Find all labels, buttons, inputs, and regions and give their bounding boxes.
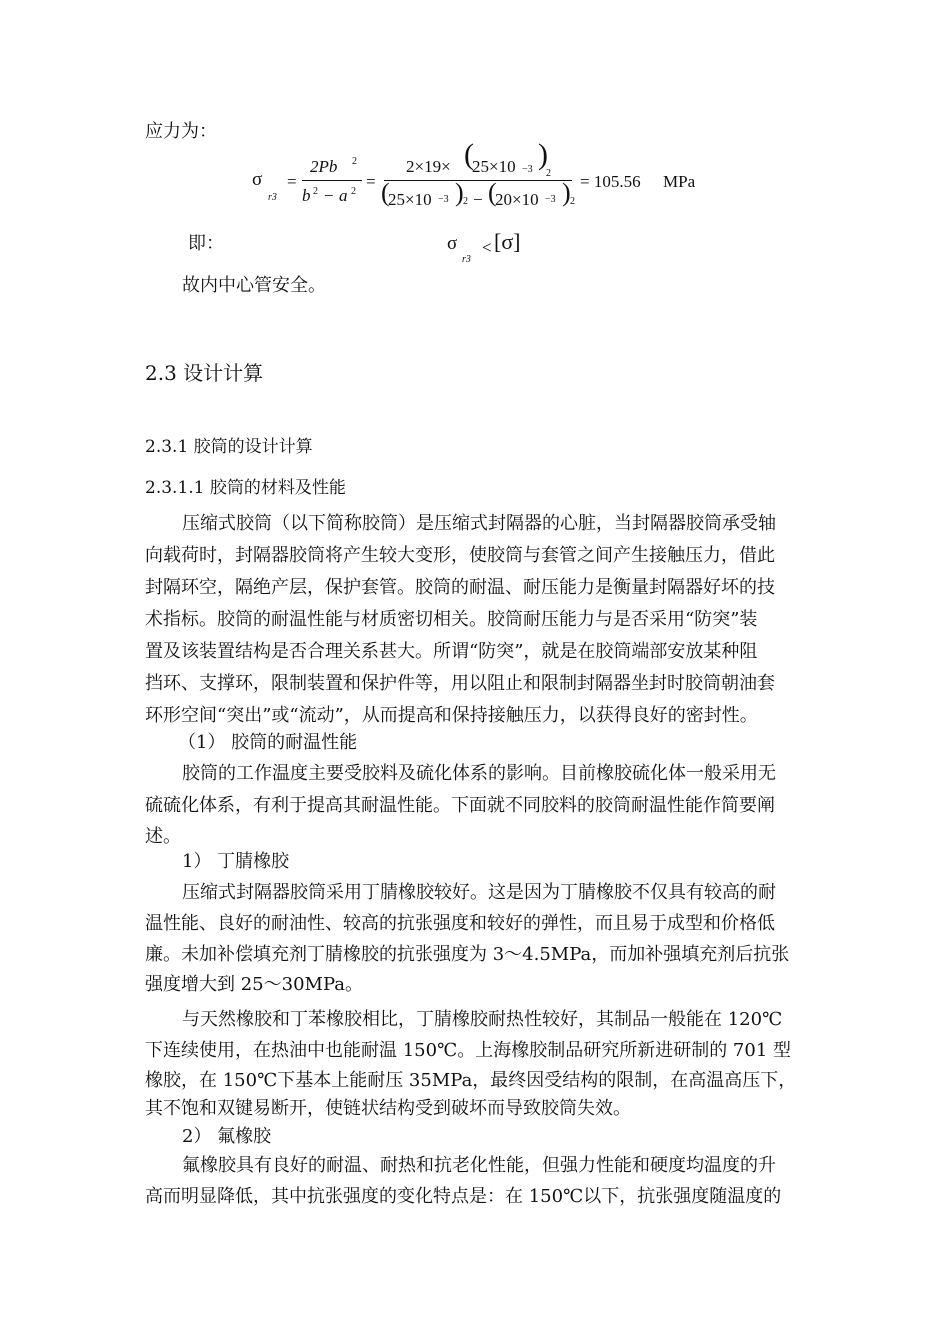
fraction1-den-a-exp: 2 — [351, 186, 356, 197]
formula-result: = 105.56 — [580, 172, 641, 191]
fraction1-bar — [302, 180, 362, 181]
para4-line: 下连续使用，在热油中也能耐温 150℃。上海橡胶制品研究所新进研制的 701 型 — [145, 1040, 792, 1061]
para5-line: 氟橡胶具有良好的耐温、耐热和抗老化性能，但强力性能和硬度均温度的升 — [182, 1155, 776, 1176]
subitem-1-title: 1） 丁腈橡胶 — [182, 851, 290, 872]
para2-line: 硫硫化体系，有利于提高其耐温性能。下面就不同胶料的胶筒耐温性能作简要阐 — [145, 795, 775, 816]
para3-line: 强度增大到 25～30MPa。 — [145, 974, 363, 995]
fraction2-num-paren: 25×10 — [472, 157, 516, 176]
fraction2-den-right-sq: 2 — [570, 196, 575, 207]
ineq-less-than: < — [482, 238, 492, 257]
para1-line: 环形空间“突出”或“流动”，从而提高和保持接触压力，以获得良好的密封性。 — [145, 705, 758, 726]
para5-line: 高而明显降低，其中抗张强度的变化特点是：在 150℃以下，抗张强度随温度的 — [145, 1186, 782, 1207]
open-paren-den-left: ( — [381, 178, 390, 207]
para2-line: 胶筒的工作温度主要受胶料及硫化体系的影响。目前橡胶硫化体一般采用无 — [182, 763, 776, 784]
ineq-subscript: r3 — [462, 254, 471, 265]
fraction1-num-exp: 2 — [352, 156, 357, 167]
fraction2-bar — [384, 180, 572, 181]
para2-line: 述。 — [145, 826, 181, 847]
para4-line: 与天然橡胶和丁苯橡胶相比，丁腈橡胶耐热性较好，其制品一般能在 120℃ — [182, 1009, 783, 1030]
para3-line: 温性能、良好的耐油性、较高的抗张强度和较好的弹性，而且易于成型和价格低 — [145, 913, 775, 934]
fraction2-den-right: 20×10 — [495, 190, 539, 209]
fraction2-den-left-sq: 2 — [463, 196, 468, 207]
equals-2: = — [366, 172, 376, 191]
fraction2-num-exp: −3 — [522, 164, 533, 175]
sigma-subscript: r3 — [268, 192, 277, 203]
ineq-sigma: σ — [447, 233, 458, 254]
close-paren-den-left: ) — [455, 178, 464, 207]
item-1-title: （1） 胶筒的耐温性能 — [178, 732, 358, 753]
fraction2-den-left-exp: −3 — [438, 194, 449, 205]
para1-line: 挡环、支撑环，限制装置和保护件等，用以阻止和限制封隔器坐封时胶筒朝油套 — [145, 673, 775, 694]
formula-unit: MPa — [663, 172, 696, 191]
close-paren-num: ) — [538, 138, 548, 171]
subitem-2-title: 2） 氟橡胶 — [182, 1126, 272, 1147]
open-paren-num: ( — [464, 138, 474, 171]
para4-line: 橡胶，在 150℃下基本上能耐压 35MPa，最终因受结构的限制，在高温高压下， — [145, 1070, 797, 1091]
fraction1-den-a: a — [339, 186, 348, 205]
para3-line: 压缩式封隔器胶筒采用丁腈橡胶较好。这是因为丁腈橡胶不仅具有较高的耐 — [182, 882, 776, 903]
open-paren-den-right: ( — [488, 178, 497, 207]
fraction2-den-right-exp: −3 — [545, 194, 556, 205]
para1-line: 向载荷时，封隔器胶筒将产生较大变形，使胶筒与套管之间产生接触压力，借此 — [145, 545, 775, 566]
para3-line: 廉。未加补偿填充剂丁腈橡胶的抗张强度为 3～4.5MPa，而加补强填充剂后抗张 — [145, 944, 790, 965]
stress-intro: 应力为： — [145, 121, 217, 142]
section-heading-2-3-1: 2.3.1 胶筒的设计计算 — [145, 437, 313, 457]
para1-line: 术指标。胶筒的耐温性能与材质密切相关。胶筒耐压能力与是否采用“防突”装 — [145, 609, 758, 630]
section-heading-2-3: 2.3 设计计算 — [145, 361, 264, 385]
para4-line: 其不饱和双键易断开，使链状结构受到破坏而导致胶筒失效。 — [145, 1098, 631, 1119]
fraction1-den-b: b — [302, 186, 311, 205]
ji-label: 即： — [188, 233, 224, 254]
para1-line: 置及该装置结构是否合理关系甚大。所谓“防突”，就是在胶筒端部安放某种阻 — [145, 641, 758, 662]
fraction2-num-sq: 2 — [546, 168, 551, 179]
fraction2-den-left: 25×10 — [388, 190, 432, 209]
fraction1-numerator: 2Pb — [310, 157, 338, 176]
conclusion: 故内中心管安全。 — [182, 275, 326, 296]
sigma-symbol: σ — [252, 169, 263, 190]
para1-line: 压缩式胶筒（以下简称胶筒）是压缩式封隔器的心脏，当封隔器胶筒承受轴 — [182, 513, 776, 534]
fraction2-num-left: 2×19× — [406, 157, 451, 176]
fraction2-den-minus: − — [473, 190, 483, 209]
fraction1-den-minus: − — [324, 186, 334, 205]
section-heading-2-3-1-1: 2.3.1.1 胶筒的材料及性能 — [145, 478, 346, 498]
equals-1: = — [287, 172, 297, 191]
close-paren-den-right: ) — [562, 178, 571, 207]
fraction1-den-b-exp: 2 — [313, 186, 318, 197]
ineq-allowable: [σ] — [494, 229, 521, 254]
para1-line: 封隔环空，隔绝产层，保护套管。胶筒的耐温、耐压能力是衡量封隔器好坏的技 — [145, 577, 775, 598]
